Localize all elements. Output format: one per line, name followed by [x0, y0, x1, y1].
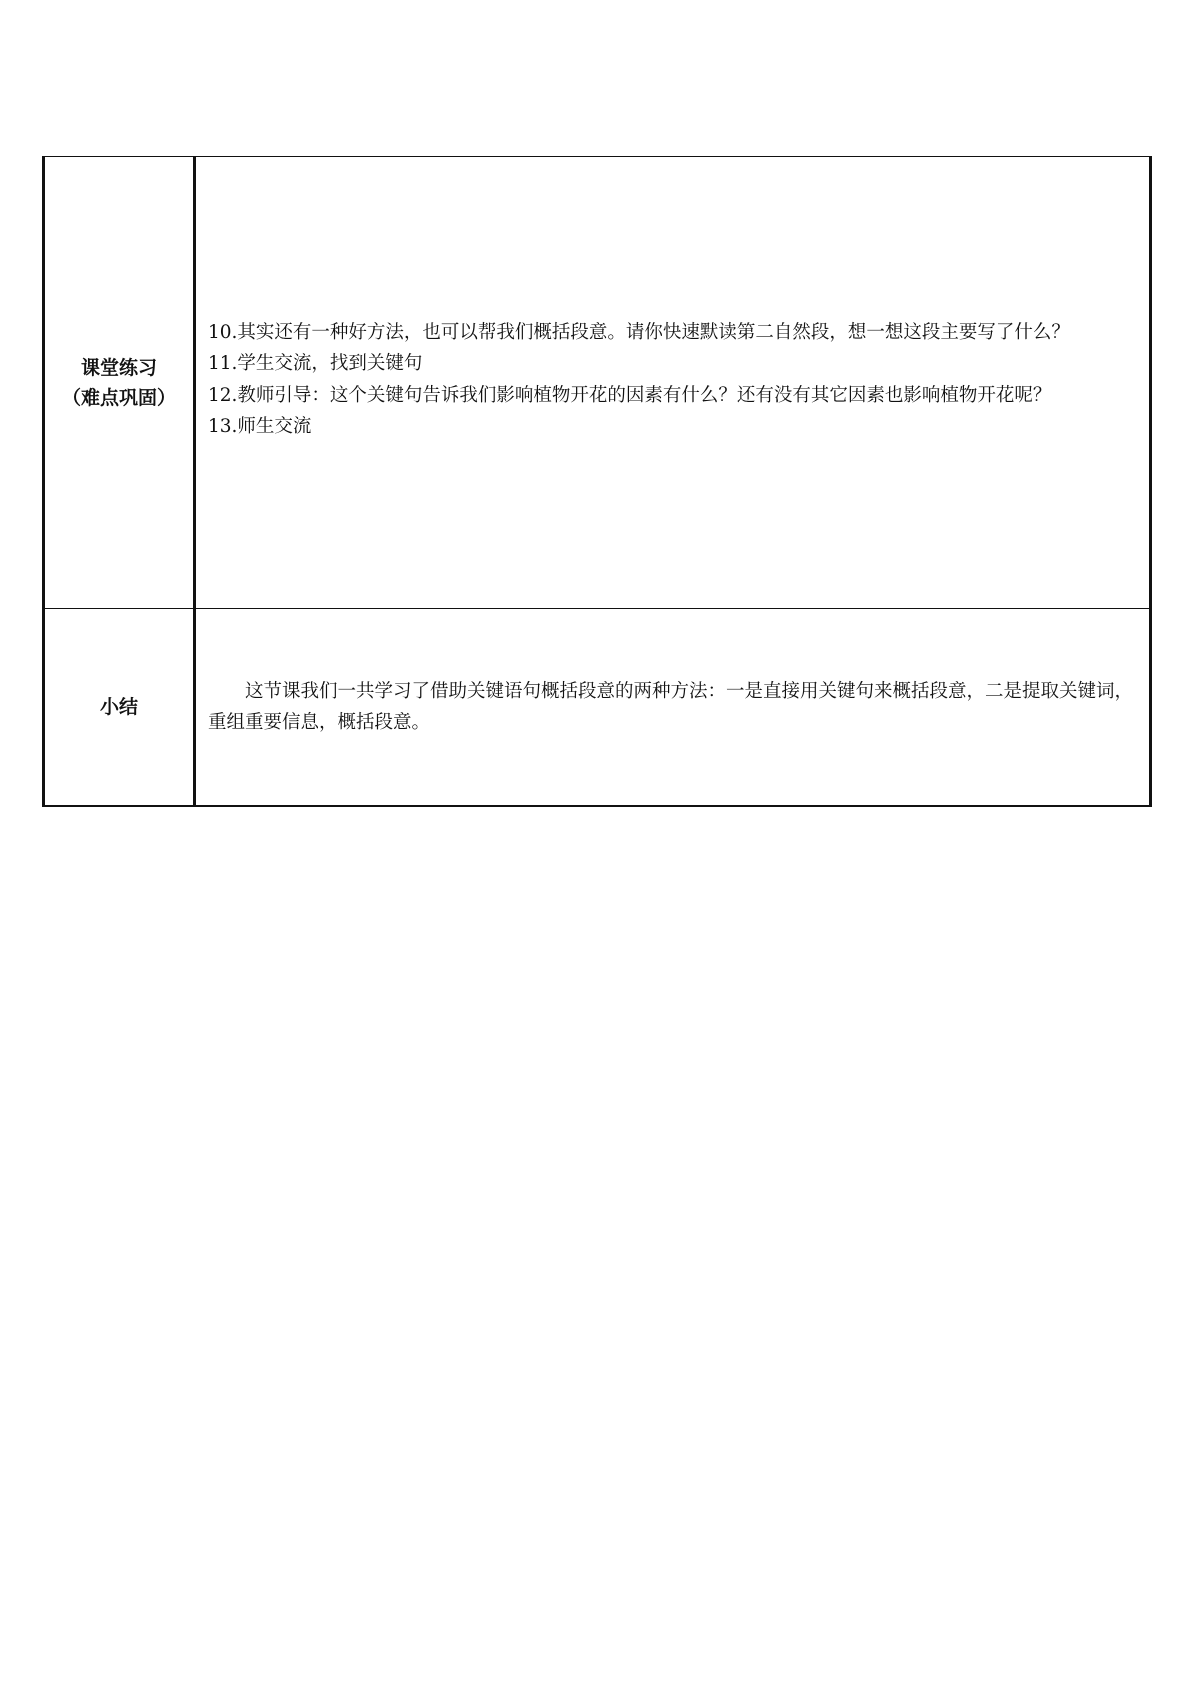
- practice-item: 11.学生交流，找到关键句: [208, 353, 423, 374]
- summary-text: 这节课我们一共学习了借助关键语句概括段意的两种方法：一是直接用关键句来概括段意，二是提取关键词，重组重要信息，概括段意。: [208, 680, 1134, 733]
- practice-item: 12.教师引导：这个关键句告诉我们影响植物开花的因素有什么？还有没有其它因素也影响植物开花呢？: [208, 384, 1052, 406]
- practice-content-cell: [195, 157, 1151, 609]
- summary-label-cell: [44, 609, 195, 807]
- summary-text-wrapper: [196, 676, 1149, 739]
- practice-item: 10.其实还有一种好方法，也可以帮我们概括段意。请你快速默读第二自然段，想一想这段主要写了什么？: [208, 321, 1070, 343]
- table-row-summary: [44, 609, 1151, 807]
- summary-label: 小结: [99, 696, 138, 718]
- practice-label-cell: [44, 157, 195, 609]
- lesson-plan-table: [42, 156, 1152, 807]
- practice-item-list: [196, 317, 1149, 449]
- practice-item: 13.师生交流: [208, 416, 312, 437]
- practice-label-title: 课堂练习: [80, 356, 157, 379]
- summary-content-cell: [195, 609, 1151, 807]
- practice-label-subtitle: （难点巩固）: [61, 386, 176, 409]
- table-row-practice: [44, 157, 1151, 609]
